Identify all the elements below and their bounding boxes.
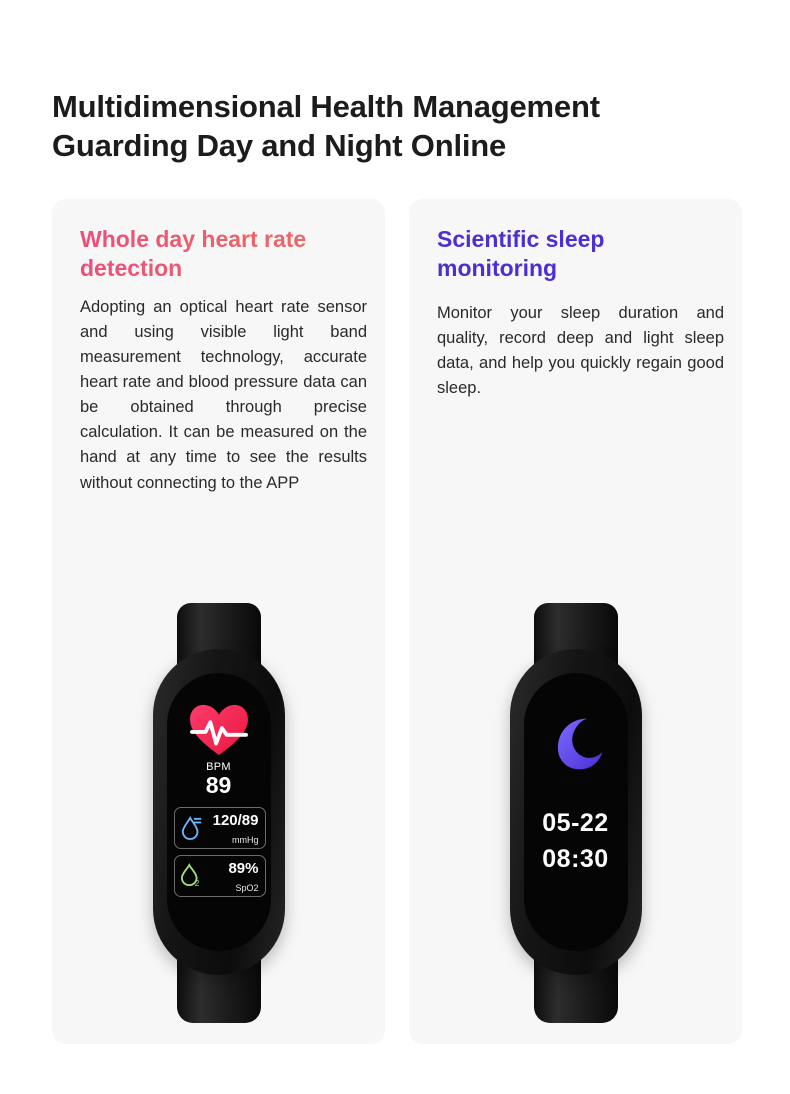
watch-screen-heart-rate [167, 673, 271, 951]
sleep-date: 05-22 [542, 809, 609, 837]
smart-band-device [153, 603, 285, 1023]
bpm-label: BPM [206, 761, 231, 773]
heart-icon [188, 703, 250, 757]
moon-icon [547, 715, 605, 773]
card-title-heart-rate: Whole day heart rate detection [80, 225, 370, 283]
watch-screen-sleep [524, 673, 628, 951]
card-body-heart-rate: Adopting an optical heart rate sensor and using visible light band measurement technology, accurate heart rate and blood pressure data can be obtained through precise calculation. It can be measured on the hand at any time to see the results without connecting to the APP [80, 298, 367, 492]
svg-text:2: 2 [194, 879, 199, 889]
watch-face-heart-rate [167, 673, 271, 951]
watch-body [510, 649, 642, 975]
oxygen-drop-icon [181, 863, 203, 889]
spo2-value: 89% [228, 860, 259, 877]
blood-pressure-icon [181, 815, 203, 841]
blood-pressure-unit: mmHg [232, 835, 259, 845]
watch-image-heart-rate [52, 603, 385, 1023]
blood-pressure-metric [174, 807, 266, 849]
page-title-line-1: Multidimensional Health Management [52, 88, 600, 124]
watch-image-sleep [409, 603, 742, 1023]
page-title-line-2: Guarding Day and Night Online [52, 127, 507, 163]
sleep-time: 08:30 [542, 845, 609, 873]
feature-card-list [52, 199, 742, 1044]
page-title [52, 87, 752, 165]
blood-pressure-value: 120/89 [212, 812, 259, 829]
watch-face-sleep [524, 673, 628, 951]
spo2-metric [174, 855, 266, 897]
watch-body [153, 649, 285, 975]
feature-card-sleep [409, 199, 742, 1044]
card-title-sleep: Scientific sleep monitoring [437, 226, 605, 282]
spo2-unit: SpO2 [235, 883, 259, 893]
bpm-value: 89 [205, 772, 232, 798]
smart-band-device [510, 603, 642, 1023]
feature-card-heart-rate [52, 199, 385, 1044]
card-body-sleep: Monitor your sleep duration and quality, record deep and light sleep data, and help you quickly regain good sleep. [437, 304, 724, 398]
